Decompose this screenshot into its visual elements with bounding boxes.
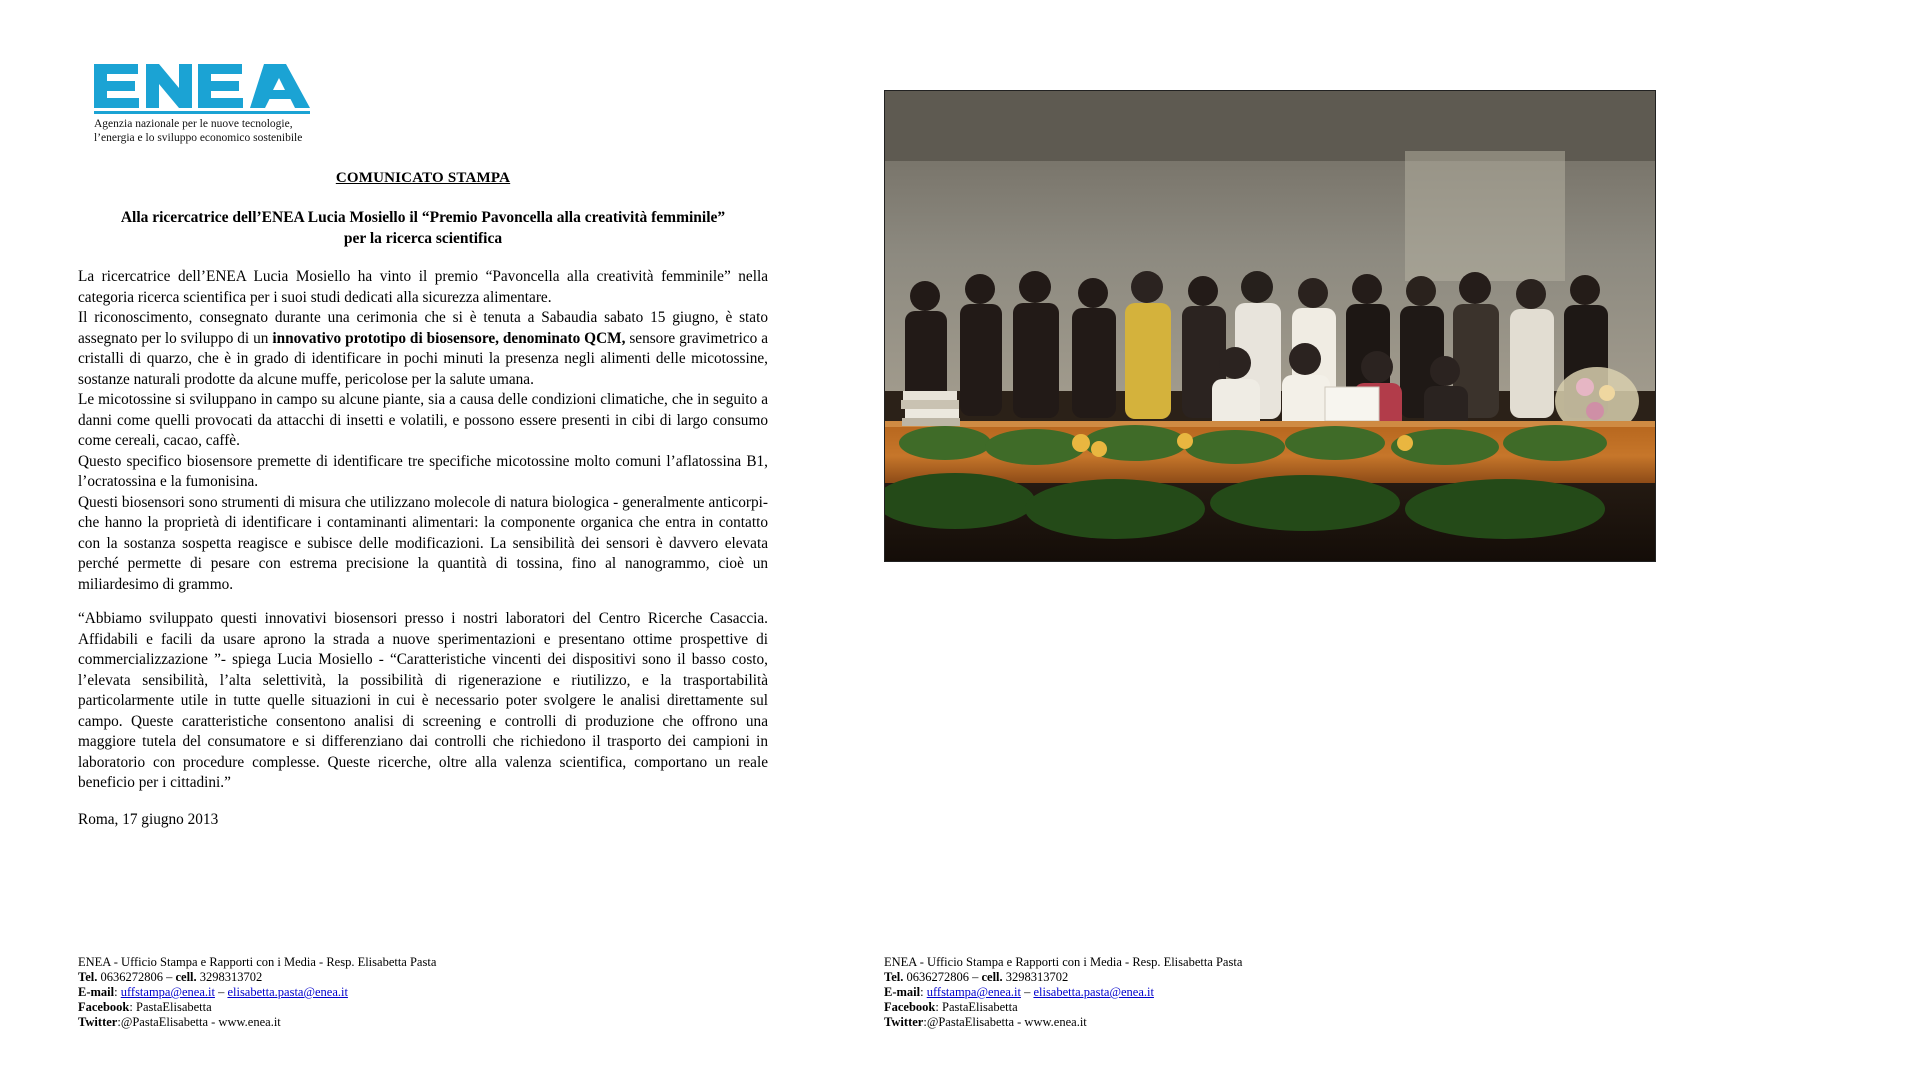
footer-twitter: [884, 1015, 1524, 1030]
footer-facebook-label: Facebook: [78, 1000, 130, 1014]
paragraph-2-part-b: sensore gravimetrico a cristalli di quarzo, che è in grado di identificare in pochi minuti la presenza negli alimenti delle micotossine, sostanze naturali prodotte da alcune muffe, pericolose per la salute umana.: [78, 329, 768, 388]
footer-email-sep: :: [920, 985, 927, 999]
award-ceremony-photo: [884, 90, 1656, 562]
footer-tel-label: Tel.: [78, 970, 98, 984]
footer-twitter-value: :@PastaElisabetta - www.enea.it: [117, 1015, 281, 1029]
document-page-left: [78, 60, 768, 830]
footer-email-label: E-mail: [78, 985, 115, 999]
footer-tel-value: 0636272806 –: [97, 970, 176, 984]
footer-cell-value: 3298313702: [1002, 970, 1069, 984]
footer-org: ENEA - Ufficio Stampa e Rapporti con i Media - Resp. Elisabetta Pasta: [884, 955, 1243, 969]
footer-phone: [78, 970, 718, 985]
footer-email-dash: –: [1020, 985, 1034, 999]
footer-email-link-1[interactable]: uffstampa@enea.it: [120, 985, 215, 999]
footer-facebook-label: Facebook: [884, 1000, 936, 1014]
paragraph-2-bold: innovativo prototipo di biosensore, denominato QCM,: [272, 329, 626, 347]
footer-email-sep: :: [114, 985, 121, 999]
footer-email-link-1[interactable]: uffstampa@enea.it: [926, 985, 1021, 999]
footer-twitter-label: Twitter: [78, 1015, 118, 1029]
footer-org: ENEA - Ufficio Stampa e Rapporti con i Media - Resp. Elisabetta Pasta: [78, 955, 437, 969]
footer-tel-label: Tel.: [884, 970, 904, 984]
footer-email-label: E-mail: [884, 985, 921, 999]
footer-right: [884, 955, 1524, 1030]
footer-twitter: [78, 1015, 718, 1030]
footer-email-dash: –: [214, 985, 228, 999]
paragraph-2: [78, 308, 768, 390]
footer-cell-label: cell.: [981, 970, 1003, 984]
footer-email: [884, 985, 1524, 1000]
headline-line1: Alla ricercatrice dell’ENEA Lucia Mosiello il “Premio Pavoncella alla creatività femminile”: [120, 209, 726, 226]
enea-tagline: [94, 118, 768, 145]
footer-facebook: [78, 1000, 718, 1015]
headline-line2: per la ricerca scientifica: [343, 230, 503, 247]
footer-twitter-value: :@PastaElisabetta - www.enea.it: [923, 1015, 1087, 1029]
photo-illustration: [885, 91, 1655, 561]
paragraph-5: Questi biosensori sono strumenti di misura che utilizzano molecole di natura biologica - generalmente anticorpi- che hanno la proprietà di identificare i contaminanti alimentari: la componente organica che entra in contatto con la sostanza sospetta reagisce e subisce delle modificazioni. La sensibilità dei sensori è davvero elevata perché permette di pesare con estrema precisione la quantità di tossina, fino al nanogrammo, cioè un miliardesimo di grammo.: [78, 493, 768, 593]
footer-tel-value: 0636272806 –: [903, 970, 982, 984]
enea-tagline-line1: Agenzia nazionale per le nuove tecnologie,: [94, 118, 293, 130]
press-release-label: COMUNICATO STAMPA: [335, 170, 511, 186]
enea-tagline-line2: l’energia e lo sviluppo economico sostenibile: [94, 131, 303, 144]
paragraph-4: Questo specifico biosensore premette di identificare tre specifiche micotossine molto comuni l’aflatossina B1, l’ocratossina e la fumonisina.: [78, 452, 768, 490]
paragraph-6-quote: “Abbiamo sviluppato questi innovativi biosensori presso i nostri laboratori del Centro Ricerche Casaccia. Affidabili e facili da usare aprono la strada a nuove sperimentazioni e presentano ottime prospettive di commercializzazione ”- spiega Lucia Mosiello - “Caratteristiche vincenti dei dispositivi sono il basso costo, l’elevata sensibilità, l’alta selettività, la possibilità di rigenerazione e riutilizzo, e la trasportabilità particolarmente utile in tutte quelle situazioni in cui è necessario poter svolgere le analisi direttamente sul campo. Queste caratteristiche consentono analisi di screening e controlli di produzione che offrono una maggiore tutela del consumatore e si differenziano dai controlli che richiedono il trasporto dei campioni in laboratorio con procedure complesse. Queste ricerche, oltre alla valenza scientifica, comportano un reale beneficio per i cittadini.”: [78, 610, 768, 791]
footer-facebook-value: : PastaElisabetta: [935, 1000, 1018, 1014]
footer-cell-label: cell.: [175, 970, 197, 984]
enea-logo: [92, 60, 768, 146]
footer-email-link-2[interactable]: elisabetta.pasta@enea.it: [1033, 985, 1154, 999]
footer-email: [78, 985, 718, 1000]
body-text: [78, 267, 768, 830]
dateline: Roma, 17 giugno 2013: [78, 810, 219, 828]
footer-twitter-label: Twitter: [884, 1015, 924, 1029]
enea-wordmark-icon: [92, 60, 312, 116]
paragraph-2-part-a: Il riconoscimento, consegnato durante una cerimonia che si è tenuta a Sabaudia sabato 15 giugno, è stato assegnato per lo sviluppo di un: [78, 309, 768, 347]
paragraph-3: Le micotossine si sviluppano in campo su alcune piante, sia a causa delle condizioni climatiche, che in seguito a danni come quelli provocati da attacchi di insetti e volatili, e possono essere presenti in cibi di largo consumo come cereali, cacao, caffè.: [78, 391, 768, 449]
paragraph-1: La ricercatrice dell’ENEA Lucia Mosiello ha vinto il premio “Pavoncella alla creatività femminile” nella categoria ricerca scientifica per i suoi studi dedicati alla sicurezza alimentare.: [78, 268, 768, 306]
footer-facebook-value: : PastaElisabetta: [129, 1000, 212, 1014]
footer-facebook: [884, 1000, 1524, 1015]
footer-email-link-2[interactable]: elisabetta.pasta@enea.it: [227, 985, 348, 999]
footer-left: [78, 955, 718, 1030]
footer-cell-value: 3298313702: [196, 970, 263, 984]
headline: [78, 207, 768, 249]
footer-phone: [884, 970, 1524, 985]
